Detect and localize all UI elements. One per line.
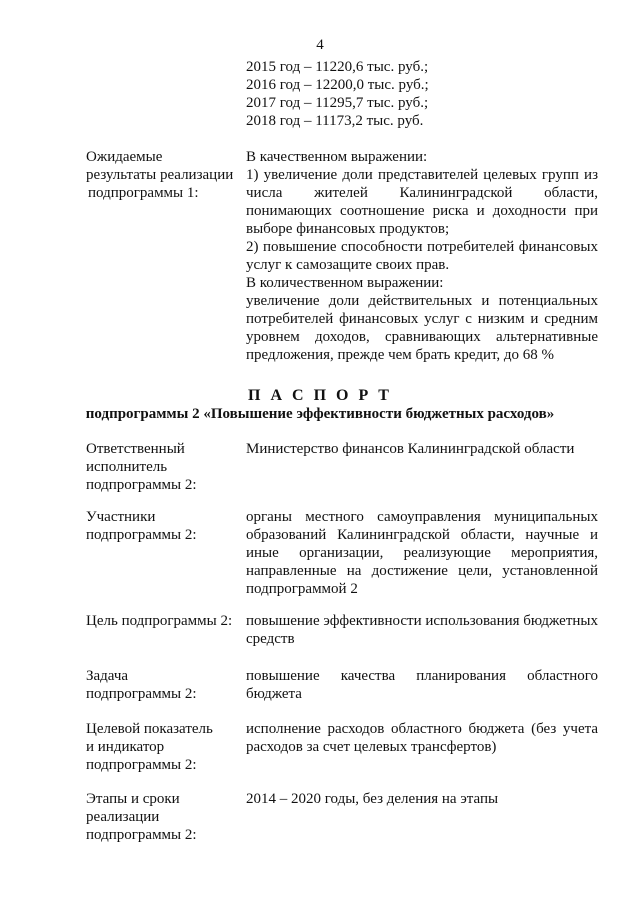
value-text: 2014 – 2020 годы, без деления на этапы — [246, 791, 499, 807]
passport-title: П А С П О Р Т — [248, 387, 392, 404]
row-value — [246, 667, 598, 703]
financing-line: 2017 год – 11295,7 тыс. руб.; — [246, 95, 429, 111]
financing-line: 2015 год – 11220,6 тыс. руб.; — [246, 59, 429, 75]
value-text: органы местного самоуправления муниципальных образований Калининградской области, научные и иные организации, реализующие мероприятия, направленные на достижение цели, установленной подпрограммой 2 — [246, 509, 598, 597]
label-line: реализации — [86, 809, 160, 825]
row-label — [86, 148, 246, 202]
label-line: подпрограммы 2: — [86, 477, 197, 493]
paragraph: 1) увеличение доли представителей целевых групп из числа жителей Калининградской области, понимающих соотношение риска и доходности при выборе финансовых продуктов; — [246, 167, 598, 237]
label-line: подпрограммы 2: — [86, 527, 197, 543]
row-value — [246, 790, 598, 808]
paragraph: увеличение доли действительных и потенциальных потребителей финансовых услуг с низким и средним уровнем доходов, сравнивающих альтернативные предложения, прежде чем брать кредит, до 68 % — [246, 293, 598, 363]
row-label — [86, 612, 256, 630]
row-label — [86, 667, 246, 703]
label-line: Ожидаемые — [86, 149, 163, 165]
value-text: повышение качества планирования областного бюджета — [246, 668, 598, 702]
label-line: Цель подпрограммы 2: — [86, 613, 233, 629]
row-value — [246, 612, 598, 648]
row-value — [246, 720, 598, 756]
label-line: Целевой показатель — [86, 721, 213, 737]
label-line: исполнитель — [86, 459, 168, 475]
financing-volumes — [246, 58, 429, 130]
value-text: исполнение расходов областного бюджета (без учета расходов за счет целевых трансфертов) — [246, 721, 598, 755]
value-text: Министерство финансов Калининградской области — [246, 441, 575, 457]
label-line: Ответственный — [86, 441, 185, 457]
label-line: Этапы и сроки — [86, 791, 180, 807]
passport-subtitle: подпрограммы 2 «Повышение эффективности бюджетных расходов» — [85, 406, 555, 422]
paragraph: 2) повышение способности потребителей финансовых услуг к самозащите своих прав. — [246, 239, 598, 273]
label-line: подпрограммы 2: — [86, 827, 197, 843]
paragraph: В качественном выражении: — [246, 149, 428, 165]
row-label — [86, 790, 246, 844]
page-number: 4 — [316, 37, 324, 53]
label-line: Задача — [86, 668, 129, 684]
row-label — [86, 720, 246, 774]
row-value — [246, 148, 598, 364]
financing-line: 2018 год – 11173,2 тыс. руб. — [246, 113, 424, 129]
value-text: повышение эффективности использования бюджетных средств — [246, 613, 598, 647]
row-value — [246, 508, 598, 598]
financing-line: 2016 год – 12200,0 тыс. руб.; — [246, 77, 429, 93]
label-line: подпрограммы 2: — [86, 757, 197, 773]
label-line: подпрограммы 2: — [86, 686, 197, 702]
label-line: результаты реализации — [86, 167, 234, 183]
row-label — [86, 508, 246, 544]
label-line: Участники — [86, 509, 156, 525]
label-line: подпрограммы 1: — [88, 185, 199, 201]
paragraph: В количественном выражении: — [246, 275, 444, 291]
row-label — [86, 440, 246, 494]
row-value — [246, 440, 598, 458]
label-line: и индикатор — [86, 739, 165, 755]
